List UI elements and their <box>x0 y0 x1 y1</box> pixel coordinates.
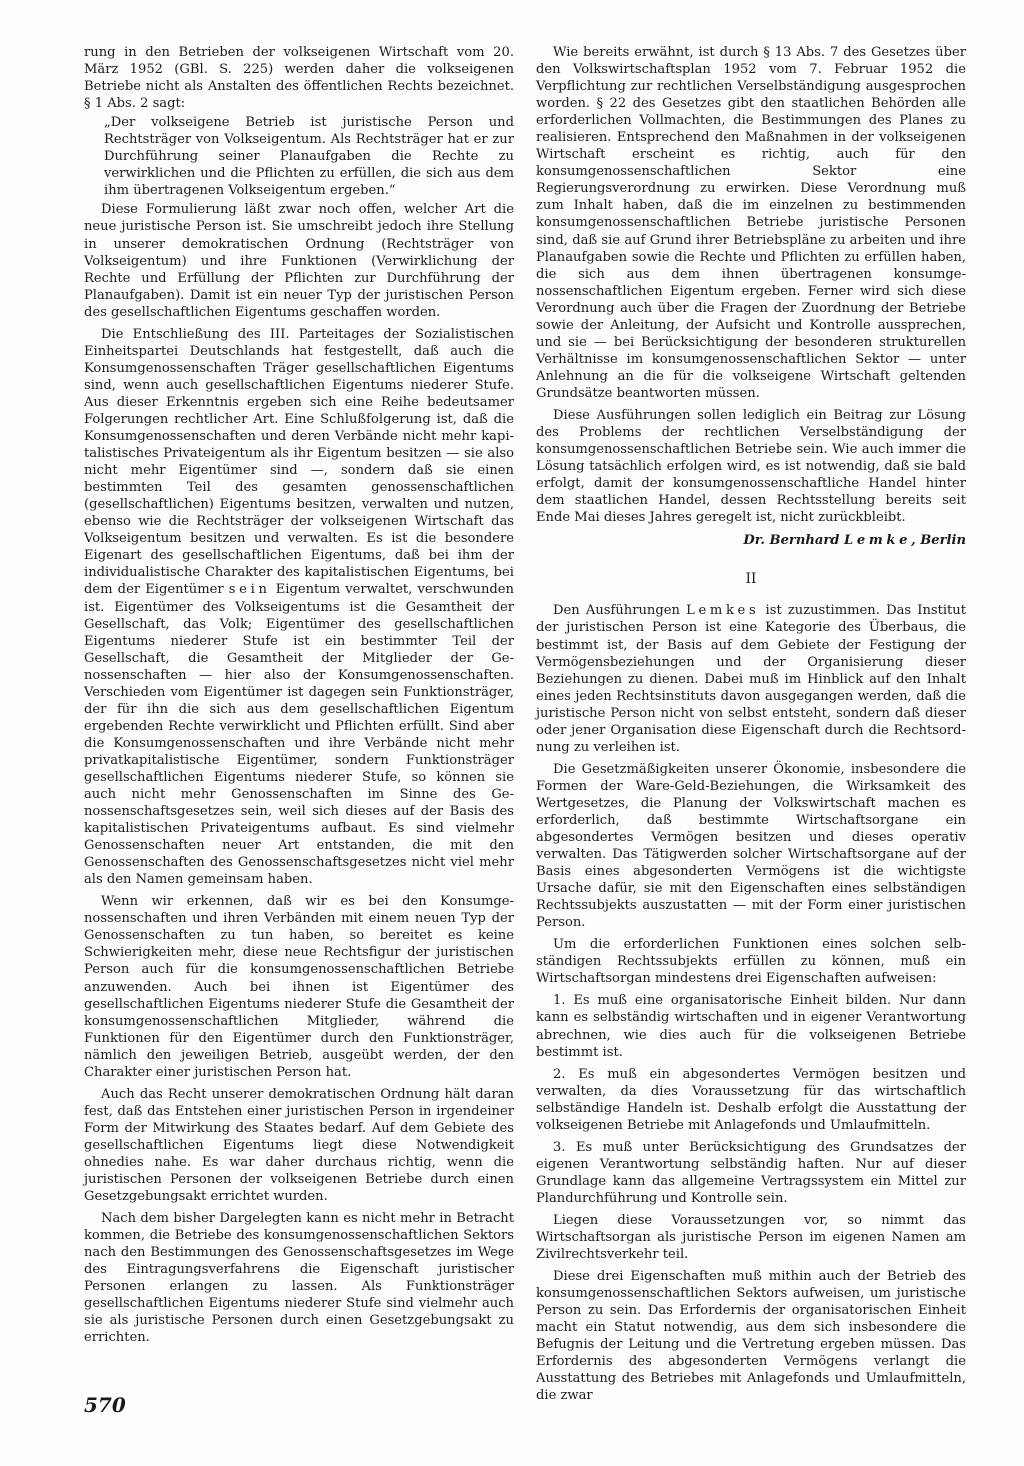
page-number: 570 <box>84 1393 126 1417</box>
paragraph-text: Den Ausführungen <box>553 603 680 619</box>
paragraph: rung in den Betrieben der volkseigenen Wirtschaft vom 20. März 1952 (GBl. S. 225) werden daher die volkseigenen Betriebe nicht als Anstalten des öffentlichen Rechts bezeichnet. § 1 Abs. 2 sagt: <box>84 45 514 112</box>
paragraph: Diese drei Eigenschaften muß mithin auch der Betrieb des konsumgenossenschaftlichen Sektors aufweisen, um juristische Person zu sein. Das Erfordernis der organisatorischen Einheit macht ein Statut notwendig, aus dem sich insbesondere die Befugnis der Leitung und die Vertretung ergeben müssen. Das Erfordernis des abgesonderten Vermögens verlangt die Ausstattung des Betriebes mit Anlagefonds und Umlaufmitteln, die zwar <box>536 1269 966 1404</box>
block-quote: „Der volkseigene Betrieb ist juristische Person und Rechtsträger von Volkseigentum. Als Rechtsträger hat er zur Durchführung seiner Planaufgaben die Rechte zu verwirklichen und die Pflichten zu erfüllen, die sich aus dem ihm übertragenen Volkseigentum ergeben.“ <box>104 115 514 199</box>
left-column <box>84 44 514 1347</box>
paragraph: Auch das Recht unserer demokratischen Ordnung hält daran fest, daß das Entstehen einer juristischen Person in irgendeiner Form der Mitwirkung des Staates bedarf. Auf dem Gebiete des gesellschaftlichen Eigentums liegt diese Notwendigkeit ohnedies nahe. Es war daher durchaus richtig, wenn die juristischen Personen der volkseigenen Betriebe durch einen Gesetzgebungsakt errichtet wurden. <box>84 1086 514 1205</box>
paragraph: Diese Ausführungen sollen lediglich ein Beitrag zur Lösung des Problems der rechtlichen Verselbständigung der konsumgenossenschaftlichen Betriebe sein. Wie auch immer die Lösung tatsächlich erfolgen wird, es ist notwendig, daß sie bald erfolgt, damit der konsumgenossenschaftliche Handel hinter dem staatlichen Handel, dessen Rechtsstellung bereits seit Ende Mai dieses Jahres geregelt ist, nicht zurückbleibt. <box>536 407 966 526</box>
section-heading: II <box>745 571 757 588</box>
emphasized-word: Lemkes <box>686 603 760 619</box>
paragraph: Wenn wir erkennen, daß wir es bei den Konsumgenossenschaften und ihren Verbänden mit einem neuen Typ der Genossenschaften zu tun haben, so bereitet es keine Schwierigkeiten mehr, diese neue Rechtsfigur der juristischen Person auch für die konsumgenossenschaftlichen Betriebe anzuwenden. Auch bei ihnen ist Eigentümer des gesellschaftlichen Eigentums niederer Stufe die Gesamtheit der konsumgenossenschaftlichen Mitglieder, während die Funktionen für den Eigentümer durch den Funktionsträger, nämlich den jeweiligen Betrieb, ausgeübt werden, der den Charakter einer juristischen Person hat. <box>84 894 514 1080</box>
paragraph: Um die erforderlichen Funktionen eines solchen selbständigen Rechtssubjekts erfüllen zu können, muß ein Wirtschaftsorgan mindestens drei Eigenschaften aufweisen: <box>536 937 966 987</box>
paragraph <box>536 602 966 755</box>
author-signature <box>536 532 966 549</box>
paragraph-text: Die Entschließung des III. Parteitages der Sozialistischen Einheitspartei Deutschlands hat festgestellt, daß auch die Konsumgenossenschaften Träger gesellschaftlichen Eigentums sind, wenn auch gesellschaftlichen Eigentums niederer Stufe. Aus dieser Erkenntnis ergeben sich eine Reihe bedeutsamer Folgerungen rechtlicher Art. Eine Schlußfolgerung ist, daß die Konsumgenossenschaften und deren Verbände nicht mehr kapitalistisches Privateigentum als ihr Eigentum besitzen — sie also nicht mehr Eigentümer sind —, sondern daß sie einen bestimmten Teil des gesamten genossenschaftlichen (gesellschaftlichen) Eigentums besitzen, verwalten und nutzen, ebenso wie die Rechtsträger der volkseigenen Wirtschaft das Volkseigentum besitzen und verwalten. Es ist die besondere Eigenart des gesellschaftlichen Eigentums, daß bei ihm der individualistische Charakter des kapitalistischen Eigentums, bei dem der Eigentümer <box>84 326 514 598</box>
author-prefix: Dr. Bernhard <box>743 533 840 549</box>
paragraph: Diese Formulierung läßt zwar noch offen, welcher Art die neue juristische Person ist. Sie umschreibt jedoch ihre Stellung in unserer demokratischen Ordnung (Rechtsträger von Volkseigentum) und ihre Funktionen (Verwirklichung der Rechte und Erfüllung der Pflichten zur Durchführung der Planaufgaben). Damit ist ein neuer Typ der juristischen Person des gesellschaftlichen Eigentums geschaffen worden. <box>84 202 514 320</box>
paragraph: Die Gesetzmäßigkeiten unserer Ökonomie, insbesondere die Formen der Ware-Geld-Beziehungen, die Wirksamkeit des Wertgesetzes, die Planung der Volkswirtschaft machen es erforderlich, daß bestimmte Wirtschaftsorgane ein abgesondertes Vermögen besitzen und dieses operativ verwalten. Das Tätigwerden solcher Wirtschaftsorgane auf der Basis eines abgesonderten Vermögens ist die wichtigste Ursache dafür, sie mit den Eigenschaften eines selbständigen Rechtssubjekts auszustatten — mit der Form einer juristischen Person. <box>536 761 966 931</box>
paragraph-text: ist zuzustimmen. Das Institut der juristischen Person ist eine Kategorie des Überbaus, die bestimmt ist, der Basis auf dem Gebiete der Festigung der Vermögensbeziehungen und der Organisierung dieser Beziehungen zu dienen. Dabei muß im Hinblick auf den Inhalt eines jeden Rechtsinstituts davon ausgegangen werden, daß die juristische Person nicht von selbst entsteht, sondern daß dieser oder jener Organisation diese Eigenschaft durch die Rechtsordnung zu verleihen ist. <box>536 603 967 755</box>
right-column <box>536 44 966 1405</box>
paragraph: Wie bereits erwähnt, ist durch § 13 Abs. 7 des Gesetzes über den Volkswirtschaftsplan 1952 vom 7. Februar 1952 die Verpflichtung zur rechtlichen Verselbständigung ausgesprochen worden. § 22 des Gesetzes gibt den staatlichen Behörden alle erforderlichen Vollmachten, die Bestimmungen des Planes zu realisieren. Entsprechend den Maßnahmen in der volkseigenen Wirtschaft erscheint es richtig, auch für den konsumgenossenschaftlichen Sektor eine Regierungsverordnung zu erwirken. Diese Verordnung muß zum Inhalt haben, daß die im einzelnen zu bestimmenden konsumgenossenschaftlichen Betriebe juristische Personen sind, daß sie auf Grund ihrer Betriebspläne zu arbeiten und ihre Planaufgaben sowie die Rechte und Pflichten zu erfüllen haben, die sich aus dem ihnen übertragenen konsumgenossenschaftlichen Eigentum ergeben. Ferner wird sich diese Verordnung auch über die Fragen der Zuordnung der Betriebe sowie der Anleitung, der Aufsicht und Kontrolle aussprechen, und sie — bei Berücksichtigung der besonderen strukturellen Verhältnisse im konsumgenossenschaftlichen Sektor — unter Anlehnung an die für die volkseigene Wirtschaft geltenden Grundsätze beantworten müssen. <box>536 45 966 401</box>
paragraph-text: Eigentum verwaltet, verschwunden ist. Eigentümer des Volkseigentums ist die Gesamtheit der Gesellschaft, das Volk; Eigentümer des gesellschaftlichen Eigentums niederer Stufe ist ein bestimmter Teil der Gesellschaft, die Gesamtheit der Mitglieder der Genossenschaften — hier also der Konsumgenossenschaften. Verschieden vom Eigentümer ist dagegen sein Funktionsträger, der für ihn die sich aus dem gesellschaftlichen Eigentum ergebenden Rechte verwirklicht und Pflichten erfüllt. Sind aber die Konsumgenossenschaften und ihre Verbände nicht mehr privatkapitalistische Eigentümer, sondern Funktionsträger gesellschaftlichen Eigentums niederer Stufe, so können sie auch nicht mehr Genossenschaften im Sinne des Genossenschaftsgesetzes sein, weil sich dieses auf der Basis des kapitalistischen Privateigentums aufbaut. Es sind vielmehr Genossenschaften neuer Art entstanden, die mit den Genossenschaften des Genossenschaftsgesetzes nicht viel mehr als den Namen gemeinsam haben. <box>84 582 514 888</box>
paragraph: Liegen diese Voraussetzungen vor, so nimmt das Wirtschaftsorgan als juristische Person im eigenen Namen am Zivilrechtsverkehr teil. <box>536 1213 966 1263</box>
author-name: Lemke <box>843 533 912 549</box>
list-item: 3. Es muß unter Berücksichtigung des Grundsatzes der eigenen Verantwortung selbständig haften. Nur auf dieser Grundlage kann das allgemeine Vertragssystem ein Mittel zur Plandurchführung und Kontrolle sein. <box>536 1139 966 1206</box>
emphasized-word: sein <box>228 582 271 598</box>
paragraph: Nach dem bisher Dargelegten kann es nicht mehr in Betracht kommen, die Betriebe des konsumgenossenschaftlichen Sektors nach den Bestimmungen des Genossenschaftsgesetzes im Wege des Eintragungsverfahrens die Eigenschaft juristischer Personen erlangen zu lassen. Als Funktionsträger gesellschaftlichen Eigentums niederer Stufe sind vielmehr auch sie als juristische Personen durch einen Gesetzgebungsakt zu errichten. <box>84 1211 514 1346</box>
list-item: 1. Es muß eine organisatorische Einheit bilden. Nur dann kann es selbständig wirtschaften und in eigener Verantwortung abrechnen, wie dies auch für die volkseigenen Betriebe bestimmt ist. <box>536 993 966 1060</box>
list-item: 2. Es muß ein abgesondertes Vermögen besitzen und verwalten, da dies Voraussetzung für das wirtschaftlich selbständige Handeln ist. Deshalb erfolgt die Ausstattung der volkseigenen Betriebe mit Anlagefonds und Umlaufmitteln. <box>536 1066 966 1133</box>
paragraph <box>84 326 514 889</box>
author-city: , Berlin <box>911 533 966 549</box>
